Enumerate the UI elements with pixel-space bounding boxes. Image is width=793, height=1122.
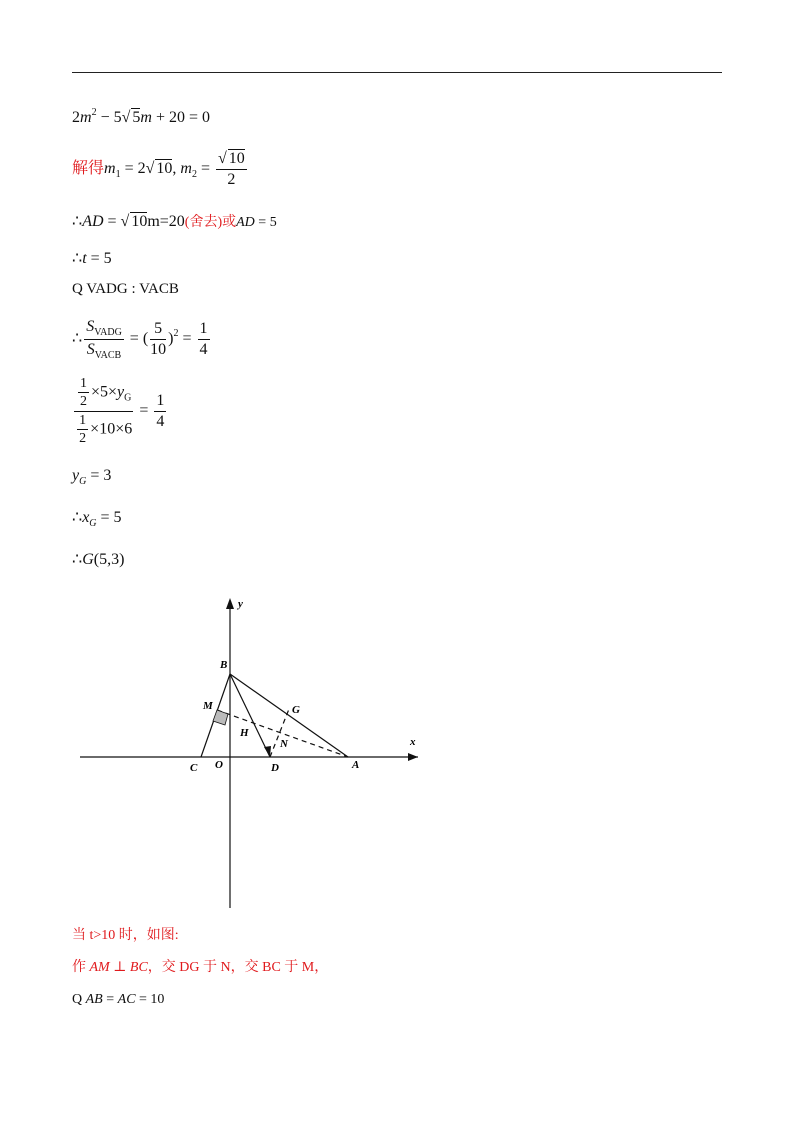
label-N: N [280,738,288,750]
construction-statement: 作 AM ⊥ BC，交 DG 于 N，交 BC 于 M， [72,960,329,975]
label-O: O [215,759,223,771]
equation-solutions: 解得$m_1 = 2√$ 10, $m_2$ = $\frac{√ 10}{2}$ [72,150,245,188]
label-B: B [220,659,228,671]
equation-ad: ∴AD = √ 10m=20(舍去)或AD = 5 [72,213,277,230]
equation-quadratic: $2m^2 - 5√$ 5m + 20 = 0 [72,107,210,126]
equation-area-ratio: ∴ $\frac{S_{VADG}}{S_{VACB}}$ = ( $\frac{5}{10}$ )$^2$ = $\frac{1}{4}$ [72,318,208,361]
segment-BD [230,674,270,757]
label-M: M [203,700,213,712]
label-C: C [190,762,198,774]
geometry-diagram [0,590,793,920]
right-angle-marker [213,710,228,725]
label-H: H [240,727,249,739]
segment-BA [230,674,348,757]
equal-sides-statement: Q AB = AC = 10 [72,992,165,1007]
label-x: x [410,736,416,748]
equation-t: ∴t = 5 [72,250,112,267]
equation-g-point: ∴G(5,3) [72,551,125,568]
y-arrow [226,598,234,609]
equation-yg: $y_G = 3$ [72,467,112,487]
d-arrow [264,746,271,757]
label-G: G [292,704,300,716]
label-y: y [238,598,243,610]
equation-yg-ratio: $\frac{1}{2}$ $\times 5\times y_G$ $\frac{1}{2}$ ×10×6 = $\frac{1}{4}$ [72,376,168,447]
similarity-statement: Q VADG : VACB [72,281,179,297]
label-A: A [352,759,360,771]
equation-xg: $\therefore x_G = 5$ [72,509,122,529]
label-D: D [271,762,279,774]
x-arrow [408,753,418,761]
case-heading: 当 t>10 时，如图: [72,928,179,943]
header-rule [72,72,722,73]
